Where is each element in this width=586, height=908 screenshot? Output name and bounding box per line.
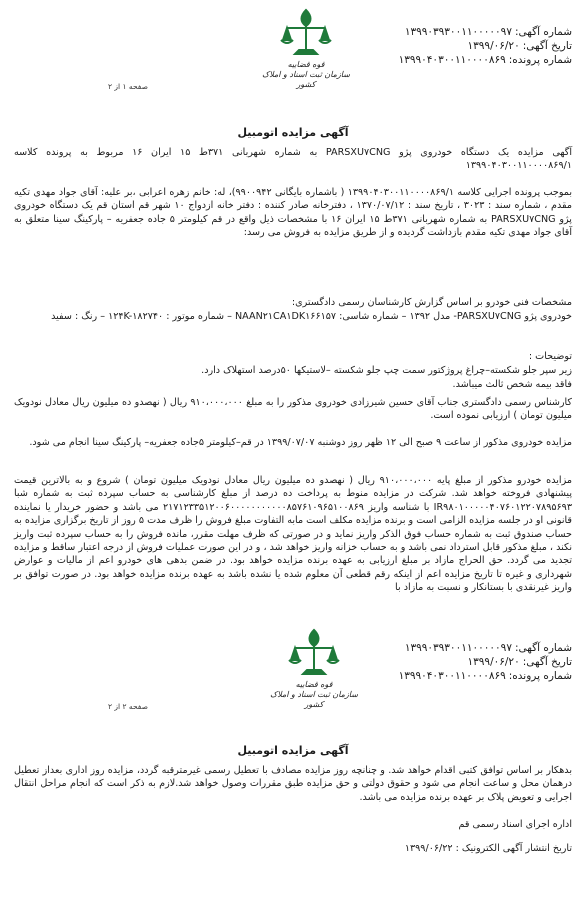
auction-time-place: مزایده خودروی مذکور از ساعت ۹ صبح الی ۱۲ ظهر روز دوشنبه ۱۳۹۹/۰۷/۰۷ در قم–کیلومتر ۵جاده جعفریه– پارکینگ سینا انجام می شود.	[29, 437, 572, 448]
page-number-p2: صفحه ۲ از ۲	[108, 702, 148, 711]
notice-number: شماره آگهی:۱۳۹۹۰۳۹۳۰۰۱۱۰۰۰۰۰۹۷	[404, 26, 572, 38]
judiciary-label: قوه قضاییه	[287, 60, 325, 69]
judiciary-emblem	[262, 6, 350, 90]
page-title-p2: آگهی مزایده اتومبیل	[237, 744, 349, 757]
scales-of-justice-icon	[287, 626, 341, 680]
judiciary-label-p2: قوه قضاییه	[295, 680, 333, 689]
page-title: آگهی مزایده اتومبیل	[237, 126, 349, 139]
registry-org-label-p2: سازمان ثبت اسناد و املاک کشور	[270, 690, 358, 709]
specs-heading: مشخصات فنی خودرو بر اساس گزارش کارشناسان رسمی دادگستری:	[291, 297, 572, 308]
expert-valuation: کارشناس رسمی دادگستری جناب آقای حسین شیرزادی خودروی مذکور را به مبلغ ۹۱۰،۰۰۰،۰۰۰ ریال ( نهصدو ده میلیون ریال معادل نودویک میلیون تومان ) ارزیابی نموده است.	[14, 397, 572, 422]
publish-date-line: تاریخ انتشار آگهی الکترونیک : ۱۳۹۹/۰۶/۲۲	[404, 843, 572, 854]
publish-date: ۱۳۹۹/۰۶/۲۲	[404, 843, 453, 854]
auction-terms: مزایده خودرو مذکور از مبلغ پایه ۹۱۰،۰۰۰،۰۰۰ ریال ( نهصدو ده میلیون ریال معادل نودویک میلیون تومان ) شروع و به بالاترین قیمت پیشنهادی فروخته خواهد شد. شرکت در مزایده منوط به پرداخت ده درصد از مبلغ کارشناسی به حساب سپرده ثبت به شماره شبا IR۹۸۰۱۰۰۰۰۰۴۰۷۶۰۱۲۲۰۷۸۹۵۶۹۳ با شناسه واریز ۲۱۷۱۲۳۳۵۱۲۰۰۶۰۰۰۰۰۰۰۰۰۰۰۸۵۷۶۱۰۹۶۵۱۰۰۸۶۹ می باشد و حضور خریدار یا نماینده قانونی او در جلسه مزایده الزامی است و برنده مزایده مکلف است مابه التفاوت مبلغ فروش را ظرف مدت ۵ روز از تاریخ برگزاری مزایده به حساب صندوق ثبت به شماره حساب فوق الذکر واریز نماید و در صورتی که ظرف مهلت مقرر، مانده فروش را به حساب سپرده ثبت واریز نکند ، مبلغ مذکور قابل استرداد نمی باشد و به حساب خزانه واریز خواهد شد ، و در این صورت عملیات فروش از درجه اعتبار ساقط و مزایده تجدید می گردد. حق الحراج مازاد بر مبلغ ارزیابی به عهده برنده مزایده خواهد بود. در ضمن بدهی های خودرو اعم از مالیات و عوارض شهرداری و غیره تا تاریخ مزایده اعم از اینکه رقم قطعی آن معلوم شده یا نشده باشد به عهده برنده مزایده خواهد بود. در صورت توافق بر واریز غیرنقدی با بستانکار و نسبت به مازاد با	[14, 475, 572, 594]
registry-org-label: سازمان ثبت اسناد و املاک کشور	[262, 70, 350, 89]
note-insurance: فاقد بیمه شخص ثالث میباشد.	[452, 379, 572, 390]
notice-number-p2: شماره آگهی:۱۳۹۹۰۳۹۳۰۰۱۱۰۰۰۰۰۹۷	[404, 642, 572, 654]
notes-heading: توضیحات :	[528, 351, 572, 362]
vehicle-specs: خودروی پژو PARSXU۷CNG- مدل ۱۳۹۲ – شماره شاسی: NAAN۲۱CA۱DK۱۶۶۱۵۷ – شماره موتور : ۱۲۴K-۱۸۲۷۴۰ – رنگ : سفید	[51, 311, 572, 322]
page-number: صفحه ۱ از ۲	[108, 82, 148, 91]
case-number: شماره پرونده:۱۳۹۹۰۴۰۳۰۰۱۱۰۰۰۰۸۶۹	[398, 54, 572, 66]
scales-of-justice-icon	[279, 6, 333, 60]
signer: اداره اجرای اسناد رسمی قم	[458, 819, 572, 830]
notice-date: تاریخ آگهی:۱۳۹۹/۰۶/۲۰	[467, 40, 572, 52]
intro-paragraph: بموجب پرونده اجرایی کلاسه ۱۳۹۹۰۴۰۳۰۰۱۱۰۰۰۰۸۶۹/۱ ( باشماره بایگانی ۹۹۰۰۹۴۲)، له: خانم زهره اعرابی ،بر علیه: آقای جواد مهدی تکیه مقدم ، شماره سند : ۳۰۲۳ ، تاریخ سند : ۱۳۷۰/۰۷/۱۲ ، دفترخانه صادر کننده : دفتر خانه ازدواج ۱۰ شهر قم استان قم یک دستگاه خودروی پژو PARSXU۷CNG به شماره شهربانی ۳۷۱ط ۱۵ ایران ۱۶ با مشخصات ذیل واقع در قم کیلومتر ۵ جاده جعفریه – پارکینگ سینا متعلق به آقای جواد مهدی تکیه مقدم بازداشت گردیده و از طریق مزایده به فروش می رسد:	[14, 187, 573, 239]
case-number-p2: شماره پرونده:۱۳۹۹۰۴۰۳۰۰۱۱۰۰۰۰۸۶۹	[398, 670, 572, 682]
notice-date-p2: تاریخ آگهی:۱۳۹۹/۰۶/۲۰	[467, 656, 572, 668]
note-damage: زیر سپر جلو شکسته–چراغ پروژکتور سمت چپ جلو شکسته –لاستیکها ۵۰درصد استهلاک دارد.	[201, 365, 572, 376]
closing-paragraph: بدهکار بر اساس توافق کتبی اقدام خواهد شد. و چنانچه روز مزایده مصادف با تعطیل رسمی غیرمترقبه گردد، مزایده روز اداری بعداز تعطیل درهمان محل و ساعت انجام می شود و حقوق دولتی و حق مزایده طبق مقررات وصول خواهد شد.لازم به ذکر است که انجام مراحل انتقال اجرایی و تعویض پلاک بر عهده برنده مزایده می باشد.	[14, 765, 572, 803]
judiciary-emblem-p2	[270, 626, 358, 710]
notice-subtitle: آگهی مزایده یک دستگاه خودروی پژو PARSXU۷CNG به شماره شهربانی ۳۷۱ط ۱۵ ایران ۱۶ مربوط به پرونده کلاسه ۱۳۹۹۰۴۰۳۰۰۱۱۰۰۰۰۸۶۹/۱	[14, 147, 572, 172]
